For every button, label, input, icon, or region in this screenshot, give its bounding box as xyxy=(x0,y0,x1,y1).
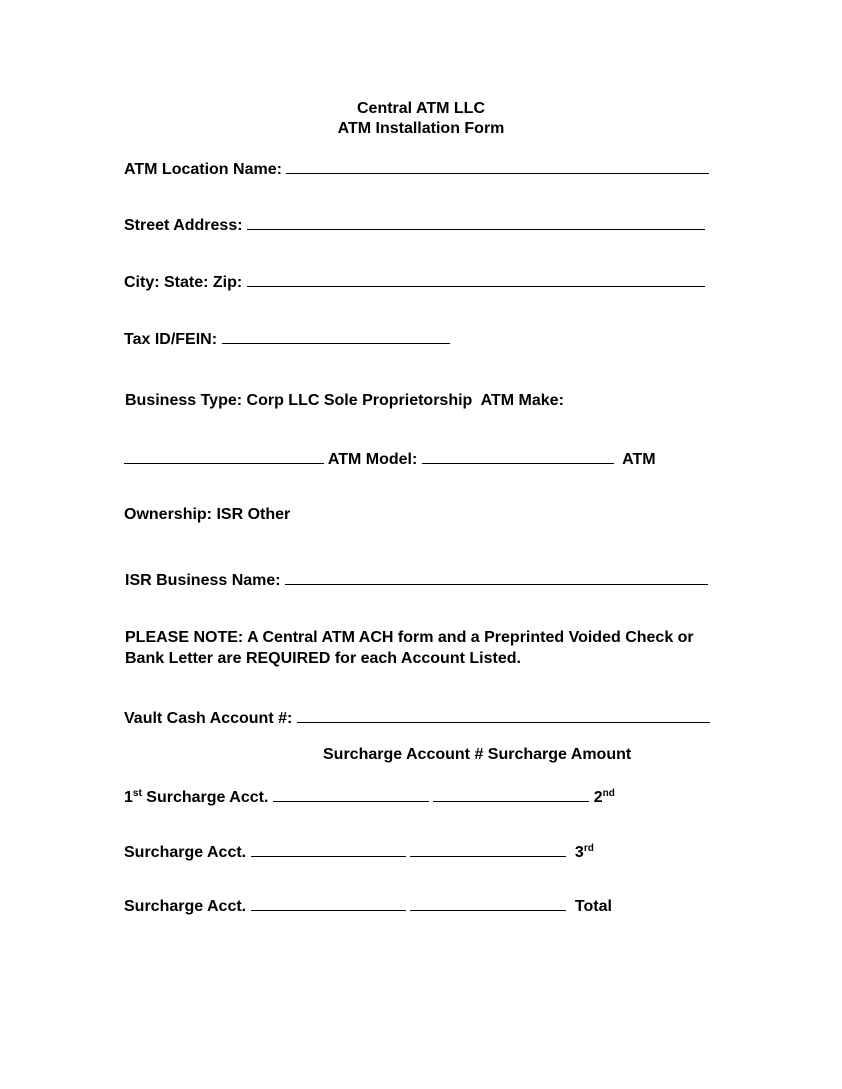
city-state-zip-row xyxy=(124,271,705,293)
row1-trailing-ordinal: 2nd xyxy=(593,788,615,806)
row1-ordinal: 1st xyxy=(124,788,142,806)
location-name-field[interactable] xyxy=(286,158,709,174)
ownership-label: Ownership: xyxy=(124,506,213,523)
tax-id-label: Tax ID/FEIN: xyxy=(124,331,218,348)
notice-line-2: Bank Letter are REQUIRED for each Account Listed. xyxy=(125,650,521,667)
atm-trailing-text: ATM xyxy=(622,451,656,468)
row1-account-field[interactable] xyxy=(273,786,429,802)
surcharge-row-3 xyxy=(124,895,612,917)
street-address-row xyxy=(124,214,705,236)
row2-label: Surcharge Acct. xyxy=(124,844,247,861)
row1-label: Surcharge Acct. xyxy=(146,789,269,806)
row2-account-field[interactable] xyxy=(251,841,406,857)
city-state-zip-label: City: State: Zip: xyxy=(124,274,243,291)
row3-total-label: Total xyxy=(574,898,612,915)
company-name: Central ATM LLC xyxy=(357,100,485,117)
location-name-row xyxy=(124,158,709,180)
isr-business-name-label: ISR Business Name: xyxy=(125,572,281,589)
vault-cash-row xyxy=(124,707,710,729)
ownership-options[interactable]: ISR Other xyxy=(216,506,291,523)
atm-make-label: ATM Make: xyxy=(480,392,564,409)
street-address-field[interactable] xyxy=(247,214,705,230)
surcharge-row-2 xyxy=(124,841,594,863)
city-state-zip-field[interactable] xyxy=(247,271,705,287)
row2-trailing-ordinal: 3rd xyxy=(574,843,594,861)
ownership-row xyxy=(124,505,290,525)
street-address-label: Street Address: xyxy=(124,217,243,234)
surcharge-header: Surcharge Account # Surcharge Amount xyxy=(323,746,632,763)
business-type-row xyxy=(125,391,564,411)
isr-business-name-row xyxy=(125,569,708,591)
tax-id-field[interactable] xyxy=(222,328,450,344)
atm-model-label: ATM Model: xyxy=(327,451,418,468)
tax-id-row xyxy=(124,328,450,350)
vault-cash-label: Vault Cash Account #: xyxy=(124,710,293,727)
row1-amount-field[interactable] xyxy=(433,786,589,802)
business-type-options[interactable]: Corp LLC Sole Proprietorship xyxy=(246,392,473,409)
isr-business-name-field[interactable] xyxy=(285,569,708,585)
row3-account-field[interactable] xyxy=(251,895,406,911)
vault-cash-field[interactable] xyxy=(297,707,710,723)
row2-amount-field[interactable] xyxy=(410,841,566,857)
row3-label: Surcharge Acct. xyxy=(124,898,247,915)
atm-model-row xyxy=(124,448,656,470)
business-type-label: Business Type: xyxy=(125,392,243,409)
row3-amount-field[interactable] xyxy=(410,895,566,911)
location-name-label: ATM Location Name: xyxy=(124,161,282,178)
notice xyxy=(125,627,735,669)
form-title: ATM Installation Form xyxy=(337,120,505,137)
atm-make-field[interactable] xyxy=(124,448,324,464)
notice-line-1: PLEASE NOTE: A Central ATM ACH form and a Preprinted Voided Check or xyxy=(125,629,694,646)
surcharge-row-1 xyxy=(124,786,615,808)
atm-model-field[interactable] xyxy=(422,448,614,464)
